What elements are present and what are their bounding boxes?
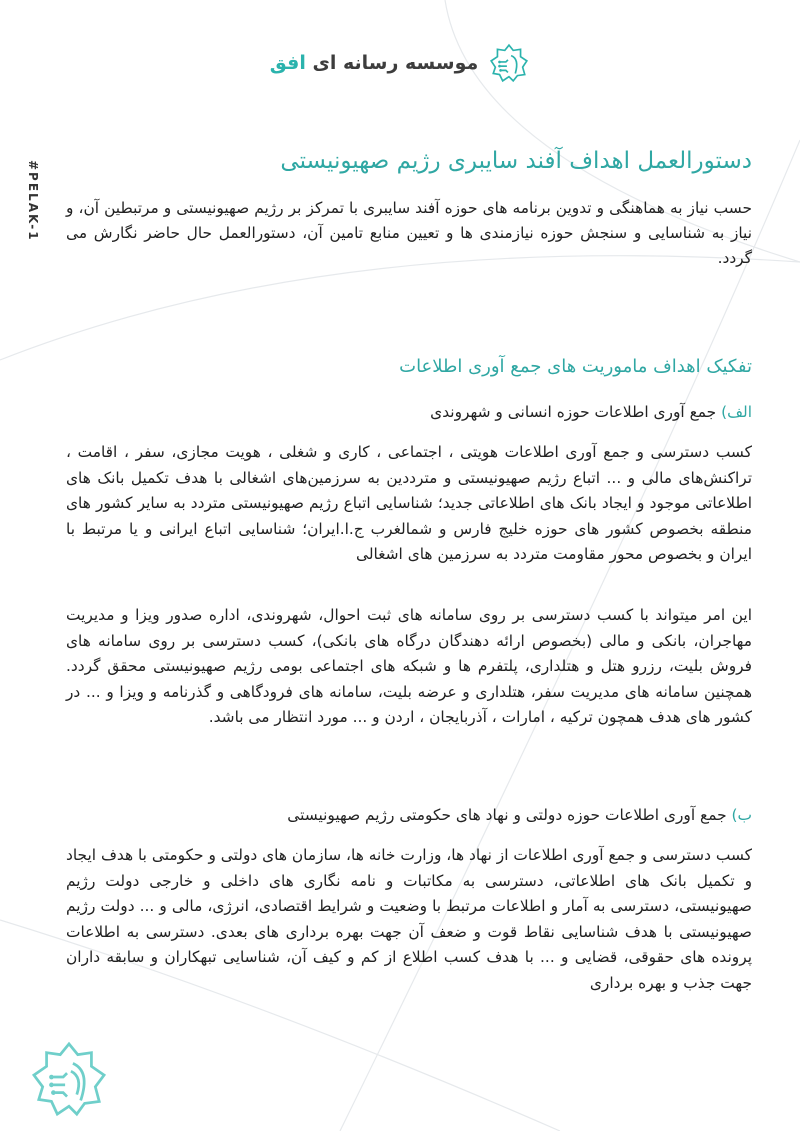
subsection-b-letter: ب) — [731, 806, 752, 824]
org-logo-icon — [488, 42, 530, 84]
subsection-b-title: جمع آوری اطلاعات حوزه دولتی و نهاد های حکومتی رژیم صهیونیستی — [287, 806, 732, 824]
intro-paragraph: حسب نیاز به هماهنگی و تدوین برنامه های حوزه آفند سایبری با تمرکز بر رژیم صهیونیستی و مرتبطین آن، و نیاز به شناسایی و سنجش حوزه نیازمندی ها و تعیین منابع تامین آن، دستورالعمل حال حاضر نگارش می گردد. — [66, 199, 752, 267]
org-name — [270, 52, 479, 74]
paragraph-2: این امر میتواند با کسب دسترسی بر روی سامانه های ثبت احوال، شهروندی، اداره صدور ویزا و مدیریت مهاجران، بانکی و مالی (بخصوص ارائه دهندگان درگاه های بانکی)، کسب دسترسی بر روی سامانه های فروش بلیت، رزرو هتل و هتلداری، پلتفرم ها و شبکه های اجتماعی بومی رژیم صهیونیستی محقق گردد. همچنین سامانه های مدیریت سفر، هتلداری و عرضه بلیت، سامانه های فرودگاهی و گذرنامه و ویزا و ... در کشور های هدف همچون ترکیه ، امارات ، آذربایجان ، اردن و ... مورد انتظار می باشد. — [66, 606, 752, 726]
subsection-a-letter: الف) — [721, 403, 752, 421]
subsection-a-heading — [66, 400, 752, 424]
paragraph-1: کسب دسترسی و جمع آوری اطلاعات هویتی ، اجتماعی ، کاری و شغلی ، هویت مجازی، سفر ، اقامت ، تراکنش‌های مالی و ... اتباع رژیم صهیونیستی و مترددین به سرزمین‌های اشغالی با هدف تکمیل بانک های اطلاعاتی موجود و ایجاد بانک های اطلاعاتی جدید؛ شناسایی اتباع رژیم صهیونیستی متردد به سایر کشور های منطقه بخصوص کشور های حوزه خلیج فارس و شمالغرب ج.ا.ایران؛ شناسایی اتباع ایرانی و یا مرتبط با ایران و بخصوص محور مقاومت متردد به سرزمین های اشغالی — [66, 443, 752, 563]
page-title: دستورالعمل اهداف آفند سایبری رژیم صهیونیستی — [280, 148, 752, 174]
paragraph-3: کسب دسترسی و جمع آوری اطلاعات از نهاد ها، وزارت خانه ها، سازمان های دولتی و حکومتی با هدف ایجاد و تکمیل بانک های اطلاعاتی، دسترسی به مکاتبات و نامه نگاری های داخلی و خارجی دولت رژیم صهیونیستی، دسترسی به آمار و اطلاعات مرتبط با وضعیت و شرایط اقتصادی، انرژی، مالی و ... دولت رژیم صهیونیستی با هدف شناسایی نقاط قوت و ضعف آن جهت بهره برداری های بعدی. دسترسی به اطلاعات پرونده های حقوقی، قضایی و ... با هدف کسب اطلاع از کم و کیف آن، شناسایی تبهکاران و سابقه داران جهت جذب و بهره برداری — [66, 846, 752, 992]
subsection-b-heading — [66, 803, 752, 827]
header — [0, 38, 800, 88]
subsection-a-title: جمع آوری اطلاعات حوزه انسانی و شهروندی — [430, 403, 722, 421]
side-label: #PELAK-1 — [26, 160, 40, 242]
org-name-text: موسسه رسانه ای — [305, 52, 479, 74]
section-title: تفکیک اهداف ماموریت های جمع آوری اطلاعات — [399, 356, 752, 377]
org-name-accent: افق — [269, 52, 306, 74]
footer-logo-icon — [30, 1040, 108, 1118]
